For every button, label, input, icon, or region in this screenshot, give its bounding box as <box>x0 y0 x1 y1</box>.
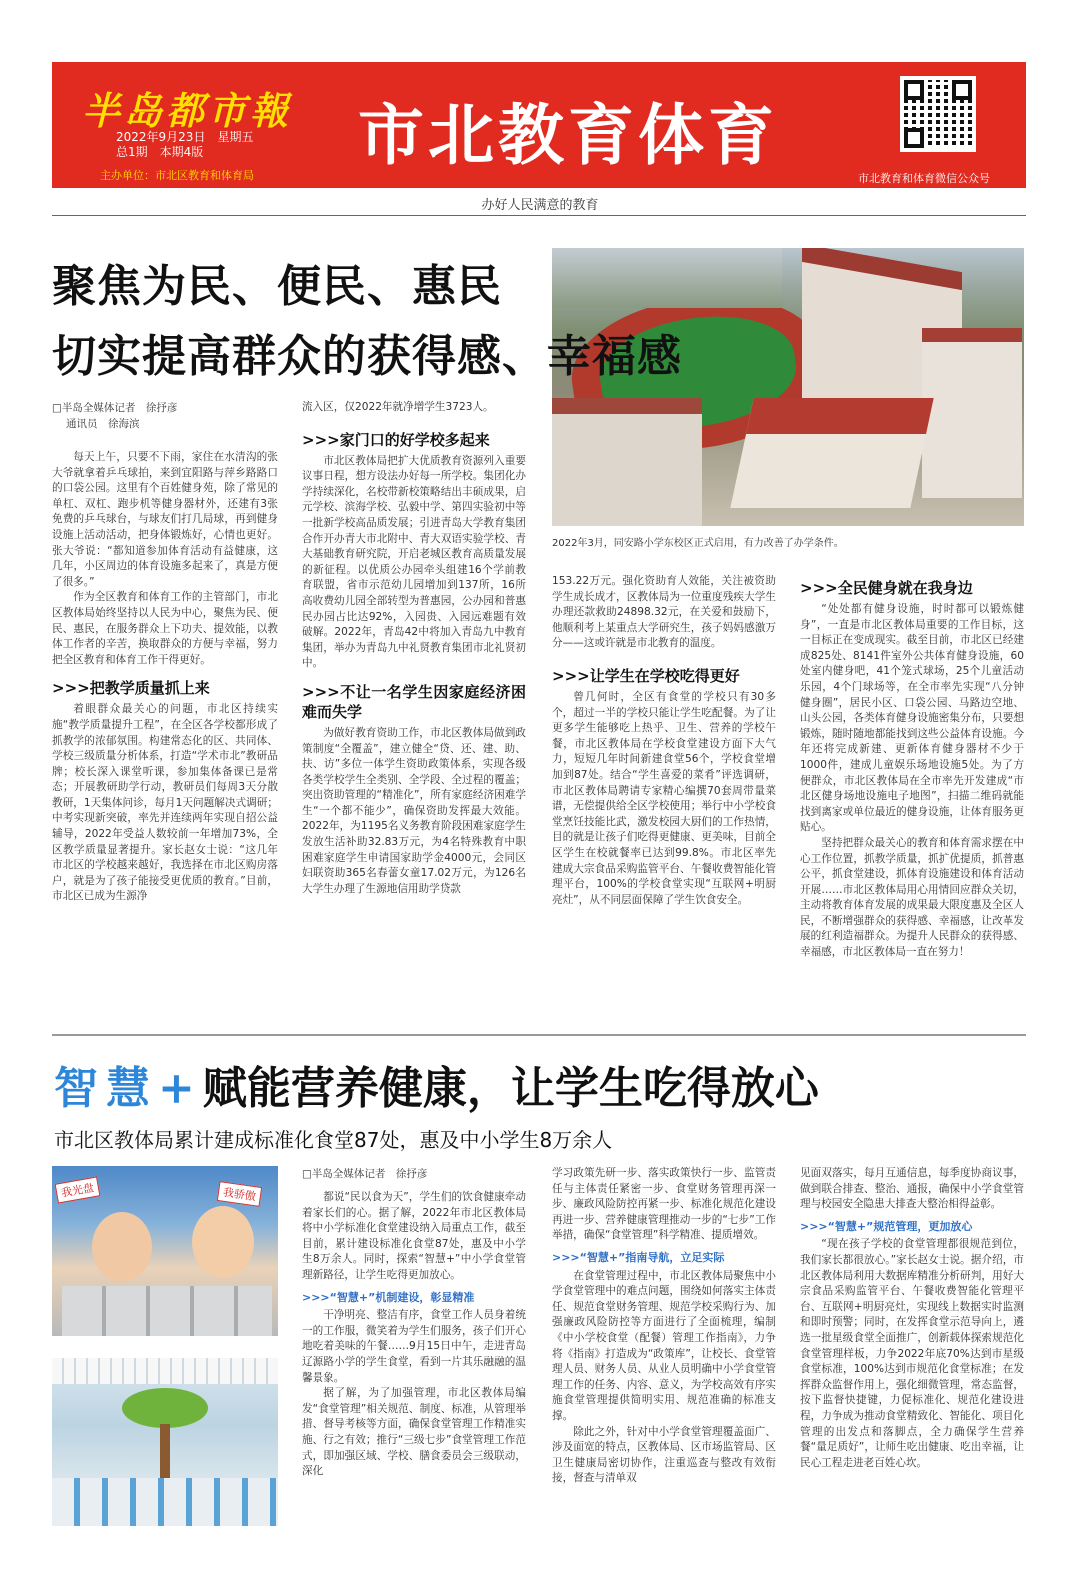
paragraph: “处处都有健身设施，时时都可以锻炼健身”，一直是市北区教体局重要的工作目标，这一目标正在变成现实。截至目前，市北区已经建成825处、8141件室外公共体育健身设施，60处室内健身吧，41个笼式球场，25个儿童活动乐园，4个门球场等，在全市率先实现“八分钟健身圈”，居民小区、口袋公园、马路边空地、山头公园，各类体育健身设施密集分布，只要想锻炼，随时随地都能找到这些公益体育设施。今年还将完成新建、更新体育健身器材不少于1000件，建成儿童娱乐场地设施5处。为了方便群众，市北区教体局在全市率先开发建成“市北区健身场地设施电子地图”，扫描二维码就能找到离家或单位最近的健身设施，让体育服务更贴心。 <box>800 603 1024 834</box>
paragraph: 干净明亮、整洁有序，食堂工作人员身着统一的工作服，微笑着为学生们服务，孩子们开心地吃着美味的午餐……9月15日中午，走进青岛辽源路小学的学生食堂，看到一片其乐融融的温馨景象。 <box>302 1309 526 1384</box>
subheading: >>>全民健身就在我身边 <box>800 579 973 597</box>
article1-column-3 <box>552 574 776 1020</box>
photo-sign-left: 我光盘 <box>55 1176 101 1203</box>
article1-column-2 <box>302 400 526 1020</box>
paragraph: 153.22万元。强化资助育人效能，关注被资助学生成长成才，区教体局为一位重度残疾大学生办理还款救助24898.32元，在关爱和鼓励下，他顺利考上某重点大学研究生，孩子妈妈感激万分——这或许就是市北教育的温度。 <box>552 575 776 650</box>
article2-headline <box>54 1052 819 1116</box>
section-title: 市北教育体育 <box>358 96 778 174</box>
headline-line2: 切实提高群众的获得感、幸福感 <box>52 331 682 382</box>
issue-number: 总1期 本期4版 <box>116 145 204 159</box>
paragraph: 流入区，仅2022年就净增学生3723人。 <box>302 401 494 413</box>
article2-column-1 <box>302 1166 526 1528</box>
paragraph: 坚持把群众最关心的教育和体育需求摆在中心工作位置，抓教学质量，抓扩优提质，抓普惠公平，抓食堂建设，抓体育设施建设和体育活动开展……市北区教体局用心用情回应群众关切，主动将教育体育发展的成果最大限度惠及全区人民，不断增强群众的获得感、幸福感，让改革发展的红利造福群众。为提升人民群众的获得感、幸福感，市北区教体局一直在努力！ <box>800 836 1024 959</box>
byline-correspondent: 通讯员 徐海滨 <box>66 418 140 430</box>
paragraph: 据了解，为了加强管理，市北区教体局编发“食堂管理”相关规范、制度、标准，从管理举措、督导考核等方面，确保食堂管理工作精准实施、行之有效；推行“三级七步”食堂管理工作范式，即加强区域、学校、膳食委员会三级联动，深化 <box>302 1387 526 1478</box>
divider <box>52 215 1026 216</box>
issue-info <box>116 130 253 160</box>
headline-smart: 智慧+ <box>54 1063 203 1114</box>
subheading: >>>“智慧+”机制建设，彰显精准 <box>302 1290 475 1304</box>
issue-date: 2022年9月23日 星期五 <box>116 130 254 144</box>
headline-line1: 聚焦为民、便民、惠民 <box>52 261 502 312</box>
paragraph: 每天上午，只要不下雨，家住在水清沟的张大爷就拿着乒乓球拍，来到宜阳路与萍乡路路口的口袋公园。这里有个百姓健身苑，除了常见的单杠、双杠、跑步机等健身器材外，还建有3张免费的乒乓球台，与球友们打几局球，再到健身设施上活动活动，把身体锻炼好，心情也更好。张大爷说：“都知道参加体育活动有益健康，这几年，小区周边的体育设施多起来了，真是方便了很多。” <box>52 451 278 588</box>
wechat-label: 市北教育和体育微信公众号 <box>858 172 990 185</box>
subheading: >>>“智慧+”指南导航，立足实际 <box>552 1250 725 1264</box>
paragraph: 曾几何时，全区有食堂的学校只有30多个，超过一半的学校只能让学生吃配餐。为了让更多学生能够吃上热乎、卫生、营养的学校午餐，市北区教体局在学校食堂建设方面下大气力，短短几年时间新建食堂56个，学校食堂增加到87处。结合“学生喜爱的菜肴”评选调研，市北区教体局聘请专家精心编撰70套周带量菜谱，无偿提供给全区学校使用；举行中小学校食堂烹饪技能比武，激发校园大厨们的工作热情，目的就是让孩子们吃得更健康、更美味，目前全区学生在校就餐率已达到99.8%。市北区率先建成大宗食品采购监管平台、午餐收费智能化管理平台，100%的学校食堂实现“互联网+明厨亮灶”，从不同层面保障了学生饮食安全。 <box>552 690 776 906</box>
subheading: >>>把教学质量抓上来 <box>52 679 210 698</box>
subheading: >>>家门口的好学校多起来 <box>302 430 490 449</box>
students-photo <box>52 1166 278 1336</box>
paragraph: 见面双落实，每月互通信息，每季度协商议事，做到联合排查、整治、通报，确保中小学食堂管理与校园安全隐患大排查大整治相得益彰。 <box>800 1167 1024 1211</box>
cafeteria-photo <box>52 1358 278 1526</box>
paragraph: 着眼群众最关心的问题，市北区持续实施“教学质量提升工程”，在全区各学校都形成了抓教学的浓郁氛围。构建常态化的区、共同体、学校三级质量分析体系，打造“学术市北”教研品牌；校长深入课堂听课，参加集体备课已是常态；开展教研助学行动，教研员们每周3天分散教研，1天集体问诊，每月1天问题解决式调研；中考实现新突破，率先并连续两年实现自招公益辅导，2022年受益人数较前一年增加73%，全区教学质量显著提升。家长赵女士说：“这几年市北区的学校越来越好，我选择在市北区购房落户，就是为了孩子能接受更优质的教育。”目前，市北区已成为生源净 <box>52 703 278 903</box>
section-divider <box>52 1034 1026 1036</box>
photo-caption: 2022年3月，同安路小学东校区正式启用，有力改善了办学条件。 <box>552 538 844 549</box>
qr-code-icon[interactable] <box>900 76 976 152</box>
slogan: 办好人民满意的教育 <box>481 198 599 213</box>
subheading: >>>“智慧+”规范管理，更加放心 <box>800 1219 973 1233</box>
article2-column-2 <box>552 1166 776 1528</box>
article2-subheadline: 市北区教体局累计建成标准化食堂87处，惠及中小学生8万余人 <box>54 1128 613 1152</box>
campus-aerial-photo <box>552 248 1024 526</box>
article2-column-3 <box>800 1166 1024 1528</box>
newspaper-logo: 半岛都市報 <box>82 88 293 133</box>
paragraph: 在食堂管理过程中，市北区教体局聚焦中小学食堂管理中的难点问题，围绕如何落实主体责任、规范食堂财务管理、规范学校采购行为、加强廉政风险防控等方面进行了全面梳理，编制《中小学校食堂（配餐）管理工作指南》，力争将《指南》打造成为“政策库”，让校长、食堂管理人员、财务人员、从业人员明确中小学食堂管理工作的任务、内容、意义，为学校高效有序实施食堂管理提供简明实用、规范准确的标准支撑。 <box>552 1269 776 1422</box>
article1-column-1 <box>52 400 278 1020</box>
host-unit: 主办单位：市北区教育和体育局 <box>100 169 254 182</box>
byline-reporter: □半岛全媒体记者 徐抒彦 <box>52 402 178 414</box>
photo-sign-right: 我骄傲 <box>217 1181 262 1207</box>
headline-main: 赋能营养健康，让学生吃得放心 <box>202 1063 819 1114</box>
paragraph: 为做好教育资助工作，市北区教体局做到政策制度“全覆盖”，建立健全“贷、还、建、助、扶、访”多位一体学生资助政策体系，实现各级各类学校学生全类别、全学段、全过程的覆盖；突出资助管理的“精准化”，所有家庭经济困难学生“一个都不能少”，确保资助发挥最大效能。2022年，为1195名义务教育阶段困难家庭学生发放生活补助32.83万元，为4名特殊教育中职困难家庭学生申请国家助学金4000元，会同区妇联资助365名春蕾女童17.02万元，为126名大学生办理了生源地信用助学贷款 <box>302 726 526 895</box>
paragraph: “现在孩子学校的食堂管理都很规范到位，我们家长都很放心。”家长赵女士说。据介绍，市北区教体局利用大数据库精准分析研判，用好大宗食品采购监管平台、午餐收费智能化管理平台、互联网+明厨亮灶，实现线上数据实时监测和即时预警；同时，在发挥食堂示范导向上，遴选一批星级食堂全面推广，创新载体探索规范化食堂管理样板，力争2022年底70%达到市星级食堂标准，100%达到市规范化食堂标准；在发挥群众监督作用上，强化细微管理，常态监督，按下监督快捷键，力促标准化、规范化建设进程，力争成为推动食堂精致化、智能化、项目化管理的出发点和落脚点，全力确保学生营养餐“量足质好”，让师生吃出健康、吃出幸福，让民心工程走进老百姓心坎。 <box>800 1238 1024 1469</box>
paragraph: 作为全区教育和体育工作的主管部门，市北区教体局始终坚持以人民为中心，聚焦为民、便民、惠民，在服务群众上下功夫、提效能，以教体工作者的辛苦，换取群众的方便与幸福，努力把全区教育和体育工作干得更好。 <box>52 591 278 666</box>
subheading: >>>不让一名学生因家庭经济困难而失学 <box>302 682 526 721</box>
paragraph: 市北区教体局把扩大优质教育资源列入重要议事日程，想方设法办好每一所学校。集团化办学持续深化，名校带新校策略结出丰硕成果，启元学校、滨海学校、弘毅中学、第四实验初中等一批新学校高品质发展；引进青岛大学教育集团合作开办青大市北附中、青大双语实验学校、青大基础教育研究院，开启老城区教育高质量发展的新征程。以优质公办园牵头组建16个学前教育联盟，省市示范幼儿园增加到137所，16所高收费幼儿园全部转型为普惠园，公办园和普惠民办园占比达92%，入园贵、入园远难题有效破解。2022年，青岛42中将加入青岛九中教育集团，举办为青岛九中礼贤教育集团市北礼贤初中。 <box>302 454 526 670</box>
paragraph: 学习政策先研一步、落实政策快行一步、监管责任与主体责任紧密一步、食堂财务管理再深一步、廉政风险防控再紧一步、标准化规范化建设再进一步、营养健康管理推动一步的“七步”工作举措，确保“食堂管理”科学精准、提质增效。 <box>552 1167 776 1242</box>
paragraph: 除此之外，针对中小学食堂管理覆盖面广、涉及面宽的特点，区教体局、区市场监管局、区卫生健康局密切协作，注重巡查与整改有效衔接，督查与清单双 <box>552 1425 776 1485</box>
masthead <box>52 62 1026 188</box>
byline-reporter: □半岛全媒体记者 徐抒彦 <box>302 1168 428 1180</box>
paragraph: 都说“民以食为天”，学生们的饮食健康牵动着家长们的心。据了解，2022年市北区教体局将中小学标准化食堂建设纳入局重点工作，截至目前，累计建设标准化食堂87处，惠及中小学生8万余人。同时，探索“智慧+”中小学食堂管理新路径，让学生吃得更加放心。 <box>302 1191 526 1281</box>
subheading: >>>让学生在学校吃得更好 <box>552 666 740 685</box>
article1-column-4 <box>800 574 1024 1020</box>
